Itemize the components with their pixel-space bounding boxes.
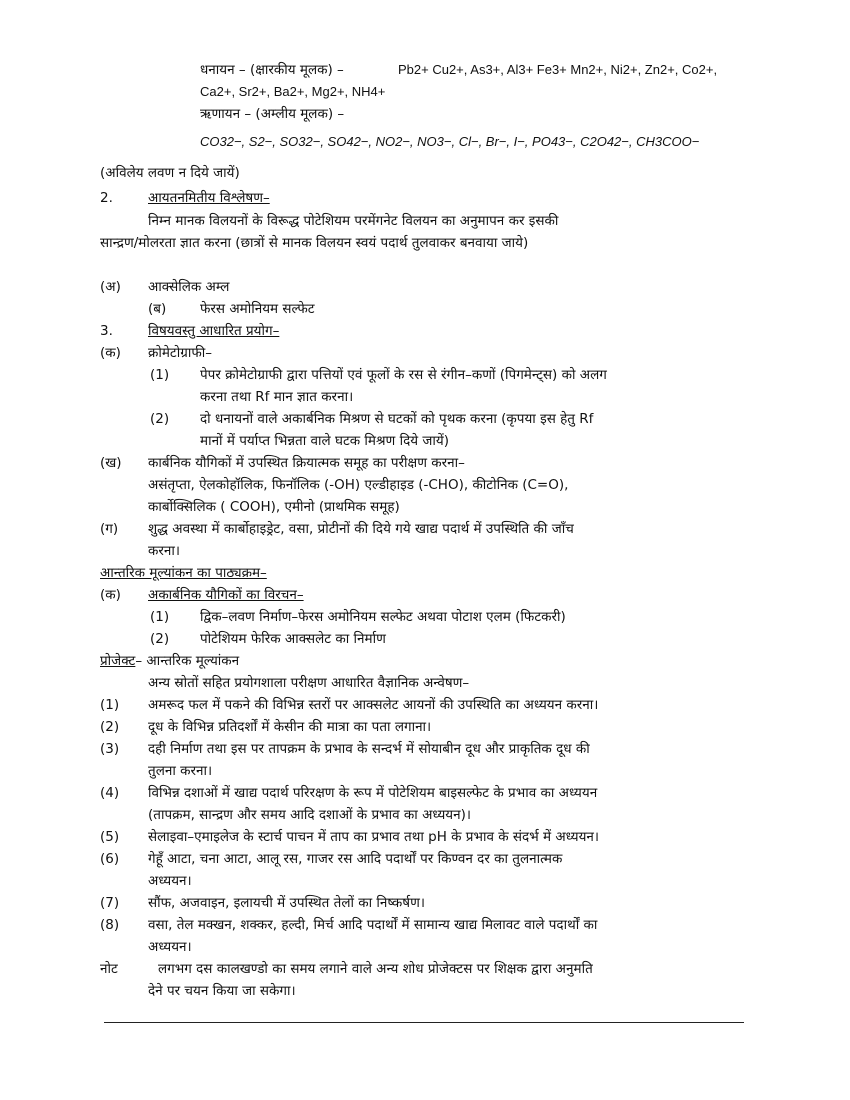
project-item-num: (8)	[100, 917, 120, 933]
section3-k-title: क्रोमेटोग्राफी–	[148, 345, 213, 361]
project-item-line2: तुलना करना।	[148, 763, 213, 779]
section2-b-label: (ब)	[148, 301, 167, 317]
project-item-num: (6)	[100, 851, 120, 867]
cation-list-line1: Pb2+ Cu2+, As3+, Al3+ Fe3+ Mn2+, Ni2+, Zn2+, Co2+,	[398, 62, 718, 77]
project-item-line1: विभिन्न दशाओं में खाद्य पदार्थ परिरक्षण के रूप में पोटेशियम बाइसल्फेट के प्रभाव का अध्ययन	[148, 785, 598, 801]
project-item-line1: सौंफ, अजवाइन, इलायची में उपस्थित तेलों का निष्कर्षण।	[148, 895, 425, 911]
section3-k1-line1: पेपर क्रोमेटोग्राफी द्वारा पत्तियों एवं फूलों के रस से रंगीन–कणों (पिगमेन्ट्स) को अलग	[200, 367, 607, 383]
project-item-num: (3)	[100, 741, 120, 757]
project-item-line1: गेहूँ आटा, चना आटा, आलू रस, गाजर रस आदि पदार्थों पर किण्वन दर का तुलनात्मक	[148, 851, 563, 867]
section2-title: आयतनमितीय विश्लेषण–	[148, 190, 270, 206]
section3-kh-line1: कार्बनिक यौगिकों में उपस्थित क्रियात्मक समूह का परीक्षण करना–	[148, 455, 465, 471]
project-item-line1: दही निर्माण तथा इस पर तापक्रम के प्रभाव के सन्दर्भ में सोयाबीन दूध और प्राकृतिक दूध की	[148, 741, 590, 757]
footer-divider	[104, 1022, 744, 1023]
internal-k-title: अकार्बनिक यौगिकों का विरचन–	[148, 587, 304, 603]
insoluble-note: (अविलेय लवण न दिये जायें)	[100, 165, 240, 181]
internal-item1-num: (1)	[150, 609, 170, 625]
section3-num: 3.	[100, 323, 113, 339]
project-item-num: (2)	[100, 719, 120, 735]
project-heading	[100, 651, 239, 671]
project-title-rest: – आन्तरिक मूल्यांकन	[135, 653, 240, 669]
note-line2: देने पर चयन किया जा सकेगा।	[148, 983, 296, 999]
project-item-line1: अमरूद फल में पकने की विभिन्न स्तरों पर आक्सलेट आयनों की उपस्थिति का अध्ययन करना।	[148, 697, 599, 713]
section2-a-text: आक्सेलिक अम्ल	[148, 279, 230, 295]
project-item-num: (5)	[100, 829, 120, 845]
project-title: प्रोजेक्ट	[100, 653, 136, 669]
section3-k-label: (क)	[100, 345, 121, 361]
project-item-line1: दूध के विभिन्न प्रतिदर्शों में केसीन की मात्रा का पता लगाना।	[148, 719, 432, 735]
section3-g-label: (ग)	[100, 521, 119, 537]
project-item-line1: सेलाइवा–एमाइलेज के स्टार्च पाचन में ताप का प्रभाव तथा pH के प्रभाव के संदर्भ में अध्ययन।	[148, 829, 600, 845]
section3-kh-label: (ख)	[100, 455, 122, 471]
section2-b-text: फेरस अमोनियम सल्फेट	[200, 301, 315, 317]
project-item-line2: (तापक्रम, सान्द्रण और समय आदि दशाओं के प्रभाव का अध्ययन)।	[148, 807, 472, 823]
section3-k2-line2: मानों में पर्याप्त भिन्नता वाले घटक मिश्रण दिये जायें)	[200, 433, 449, 449]
anion-heading: ऋणायन – (अम्लीय मूलक) –	[200, 106, 345, 122]
section3-kh-line3: कार्बोक्सिलिक ( COOH), एमीनो (प्राथमिक समूह)	[148, 499, 400, 515]
section3-title: विषयवस्तु आधारित प्रयोग–	[148, 323, 280, 339]
section3-k2-line1: दो धनायनों वाले अकार्बनिक मिश्रण से घटकों को पृथक करना (कृपया इस हेतु Rf	[200, 411, 594, 427]
section3-g-line2: करना।	[148, 543, 180, 559]
project-item-num: (1)	[100, 697, 120, 713]
internal-item1-text: द्विक–लवण निर्माण–फेरस अमोनियम सल्फेट अथवा पोटाश एलम (फिटकरी)	[200, 609, 566, 625]
cation-list-line2: Ca2+, Sr2+, Ba2+, Mg2+, NH4+	[200, 84, 386, 99]
section3-g-line1: शुद्ध अवस्था में कार्बोहाइड्रेट, वसा, प्रोटीनों की दिये गये खाद्य पदार्थ में उपस्थिति की जाँच	[148, 521, 574, 537]
cation-heading: धनायन – (क्षारकीय मूलक) –	[200, 62, 344, 78]
internal-k-label: (क)	[100, 587, 121, 603]
internal-item2-text: पोटेशियम फेरिक आक्सलेट का निर्माण	[200, 631, 386, 647]
section2-para-line2: सान्द्रण/मोलरता ज्ञात करना (छात्रों से मानक विलयन स्वयं पदार्थ तुलवाकर बनवाया जाये)	[100, 235, 529, 251]
project-intro: अन्य स्रोतों सहित प्रयोगशाला परीक्षण आधारित वैज्ञानिक अन्वेषण–	[148, 675, 470, 691]
project-item-line2: अध्ययन।	[148, 873, 192, 889]
internal-item2-num: (2)	[150, 631, 170, 647]
section2-para-line1: निम्न मानक विलयनों के विरूद्ध पोटेशियम परमेंगनेट विलयन का अनुमापन कर इसकी	[148, 213, 559, 229]
note-label: नोट	[100, 961, 118, 977]
section3-k1-line2: करना तथा Rf मान ज्ञात करना।	[200, 389, 354, 405]
project-item-line2: अध्ययन।	[148, 939, 192, 955]
section2-a-label: (अ)	[100, 279, 121, 295]
project-item-line1: वसा, तेल मक्खन, शक्कर, हल्दी, मिर्च आदि पदार्थों में सामान्य खाद्य मिलावट वाले पदार्थों का	[148, 917, 598, 933]
project-item-num: (4)	[100, 785, 120, 801]
project-item-num: (7)	[100, 895, 120, 911]
anion-list: CO32−, S2−, SO32−, SO42−, NO2−, NO3−, Cl−, Br−, I−, PO43−, C2O42−, CH3COO−	[200, 134, 700, 149]
section2-num: 2.	[100, 190, 113, 206]
section3-k1-num: (1)	[150, 367, 170, 383]
note-line1: लगभग दस कालखण्डो का समय लगाने वाले अन्य शोध प्रोजेक्टस पर शिक्षक द्वारा अनुमति	[158, 961, 593, 977]
section3-kh-line2: असंतृप्ता, ऐलकोहॉलिक, फिनॉलिक (-OH) एल्डीहाइड (-CHO), कीटोनिक (C=O),	[148, 477, 569, 493]
section3-k2-num: (2)	[150, 411, 170, 427]
internal-title: आन्तरिक मूल्यांकन का पाठ्यक्रम–	[100, 565, 267, 581]
